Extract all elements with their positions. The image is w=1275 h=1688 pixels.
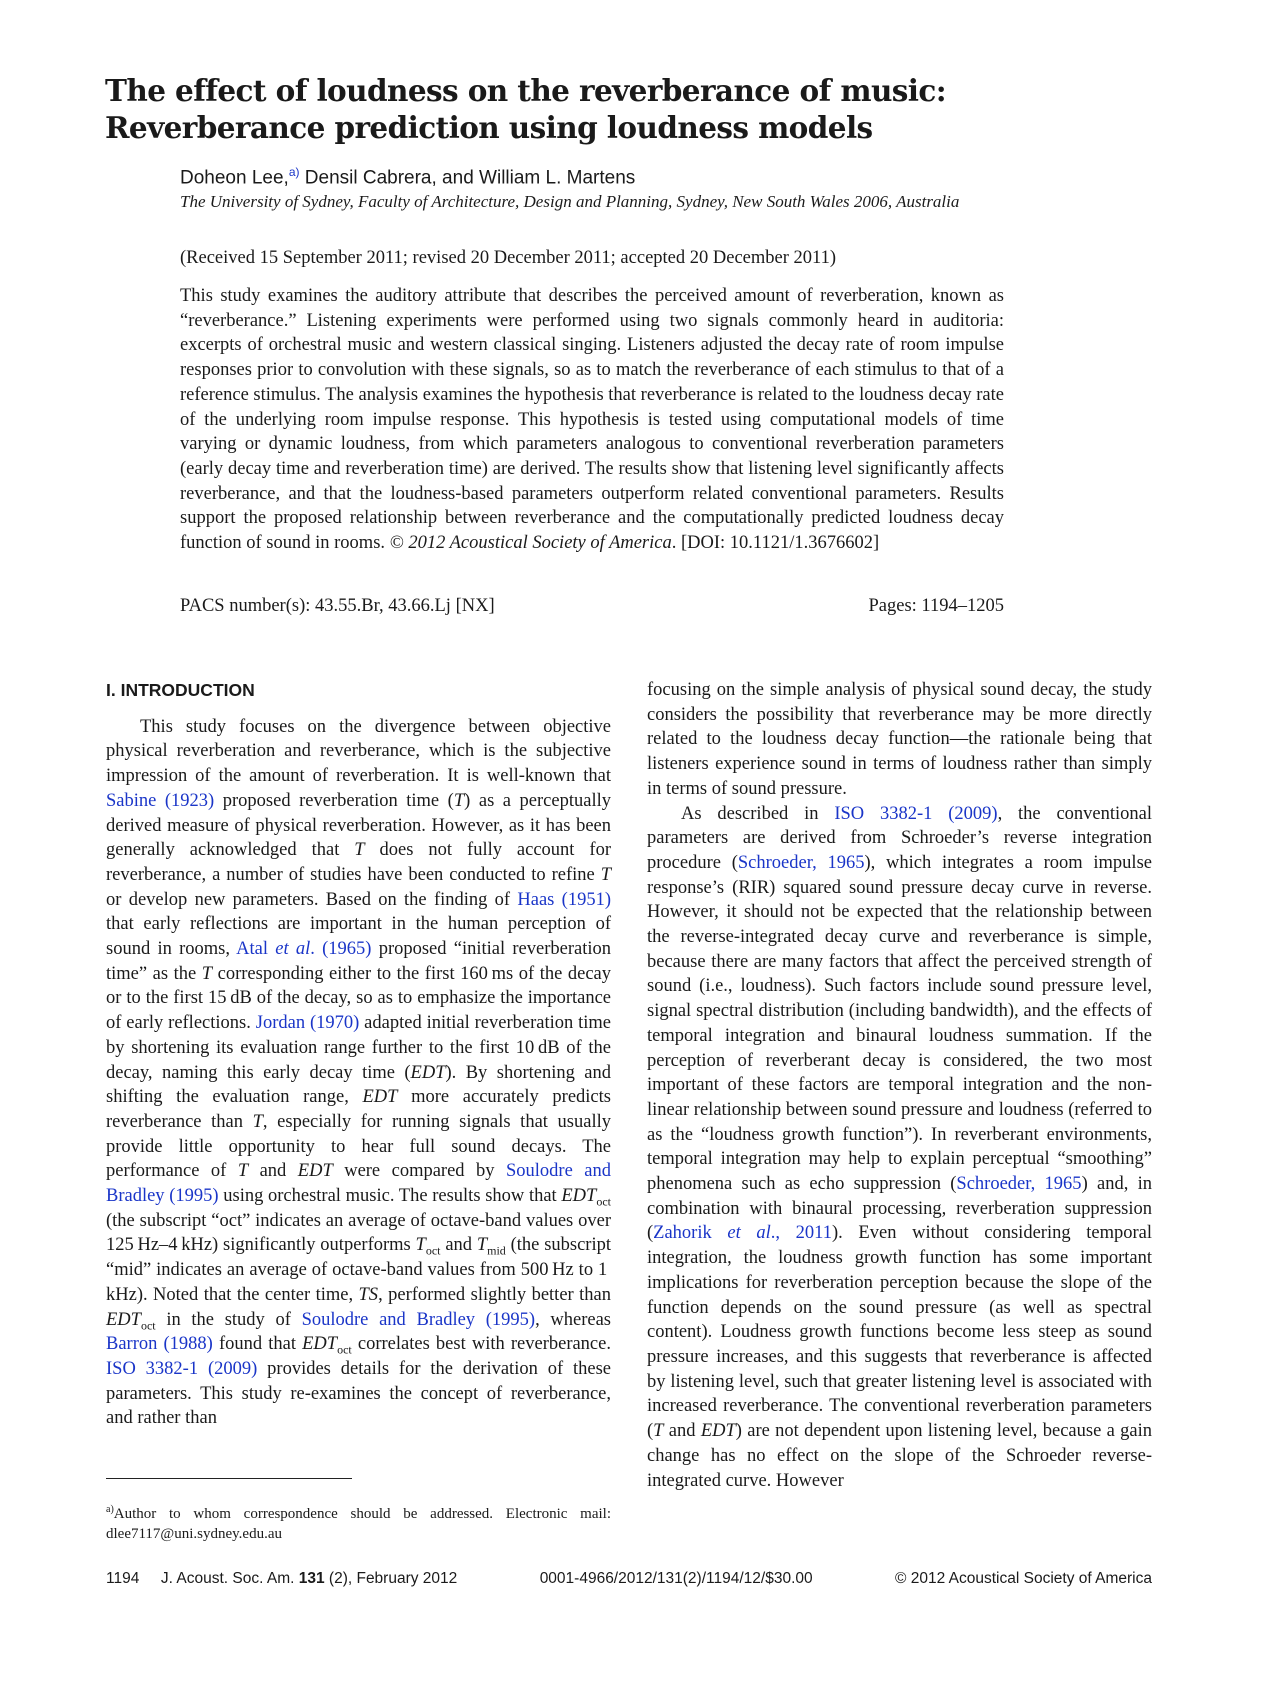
text-run: and [663,1421,701,1442]
text-run: , performed slightly better than [378,1284,611,1305]
citation-link[interactable]: Sabine (1923) [106,790,215,811]
footnote-text: Author to whom correspondence should be addressed. Electronic mail: dlee7117@uni.sydney.edu.au [106,1506,611,1542]
right-paragraphs [647,678,1152,1493]
italic-text: T [252,1111,263,1132]
citation-link[interactable]: ISO 3382-1 (2009) [106,1358,258,1379]
right-column [647,678,1152,1493]
title-line-2: Reverberance prediction using loudness models [105,110,873,145]
text-run: and [440,1235,477,1256]
italic-text: EDT [106,1309,141,1330]
text-run: As described in [681,803,835,824]
text-run: or develop new parameters. Based on the finding of [106,889,518,910]
footnote [106,1500,611,1544]
author-list [180,165,635,189]
subscript: mid [487,1244,506,1259]
text-run: and [248,1161,298,1182]
subscript: oct [337,1342,352,1357]
text-run: focusing on the simple analysis of physical sound decay, the study considers the possibility that reverberance may be more directly related to the loudness decay function—the rationale being that listeners experience sound in terms of loudness rather than simply in terms of sound pressure. [647,680,1152,799]
page-number: 1194 [106,1570,140,1587]
journal-issue: (2), February 2012 [324,1570,458,1587]
footnote-divider [106,1478,352,1479]
journal-name: J. Acoust. Soc. Am. [160,1570,295,1587]
citation-link[interactable]: Soulodre and Bradley (1995) [301,1309,536,1330]
citation-link[interactable]: Jordan (1970) [255,1013,360,1034]
italic-text: T [600,864,611,885]
italic-text: T [354,840,365,861]
italic-text: EDT [297,1161,333,1182]
title-line-1: The effect of loudness on the reverberance of music: [105,73,947,108]
pacs-row [180,596,1004,617]
text-run: . [DOI: 10.1121/1.3676602] [671,533,880,554]
text-run: (the subscript “mid” indicates an average of octave-band values from 500 Hz to 1 kHz). Noted that the center time, [106,1235,611,1305]
citation-link[interactable]: et al [275,939,311,960]
italic-text: T [453,790,465,811]
text-run: that early reflections are important in the human perception of sound in rooms, [106,914,611,960]
text-run: This study examines the auditory attribute that describes the perceived amount of reverberation, known as “reverberance.” Listening experiments were performed using two signals commonly heard in auditoria: excerpts of orchestral music and western classical singing. Listeners adjusted the decay rate of room impulse responses prior to convolution with these signals, so as to match the reverberance of each stimulus to that of a reference stimulus. The analysis examines the hypothesis that reverberance is related to the loudness decay rate of the underlying room impulse response. This hypothesis is tested using computational models of time varying or dynamic loudness, from which parameters analogous to conventional reverberation parameters (early decay time and reverberation time) are derived. The results show that listening level significantly affects reverberance, and that the loudness-based parameters outperform related conventional parameters. Results support the proposed relationship between reverberance and the computationally predicted loudness decay function of sound in rooms. [180,286,1004,554]
text-run: This study focuses on the divergence between objective physical reverberation and reverberance, which is the subjective impression of the amount of reverberation. It is well-known that [106,716,611,787]
text-run: proposed “initial reverberation time” as the [106,939,611,984]
page-range: Pages: 1194–1205 [868,596,1004,616]
text-run: ). By shortening and shifting the evaluation range, [106,1062,611,1108]
subscript: oct [140,1318,156,1333]
italic-text: T [201,963,213,984]
footer-citation [106,1570,457,1588]
left-paragraphs [106,715,611,1431]
article-code: 0001-4966/2012/131(2)/1194/12/$30.00 [539,1570,813,1587]
author-rest: Densil Cabrera, and William L. Martens [299,167,636,189]
text-run: were compared by [332,1161,506,1182]
footer-copyright: © 2012 Acoustical Society of America [895,1570,1152,1587]
italic-text: EDT [700,1421,736,1442]
text-run: proposed reverberation time ( [214,790,454,811]
text-run: (the subscript “oct” indicates an average of octave-band values over 125 Hz–4 kHz) significantly outperforms [106,1210,611,1256]
italic-text: © 2012 Acoustical Society of America [389,533,672,554]
citation-link[interactable]: Schroeder, 1965 [956,1174,1082,1195]
text-run: , the conventional parameters are derived from Schroeder’s reverse integration procedure ( [647,803,1153,873]
subscript: oct [425,1244,441,1259]
received-dates: (Received 15 September 2011; revised 20 December 2011; accepted 20 December 2011) [180,248,836,268]
text-run: ). Even without considering temporal integration, the loudness growth function has some important implications for reverberation perception because the slope of the function depends on the sound pressure (as well as spectral content). Loudness growth functions become less steep as sound pressure increases, and this suggests that reverberance is affected by listening level, such that greater listening level is associated with increased reverberance. The conventional reverberation parameters ( [647,1223,1152,1442]
text-run: correlates best with reverberance. [351,1334,611,1355]
italic-text: EDT [561,1186,597,1207]
page-footer [106,1570,1152,1588]
citation-link[interactable]: Zahorik [653,1223,728,1244]
citation-link[interactable]: Soulodre and Bradley (1995) [106,1161,611,1207]
italic-text: EDT [362,1087,398,1108]
text-run: ) as a perceptually derived measure of physical reverberation. However, as it has been generally acknowledged that [106,790,611,861]
text-run: found that [212,1334,303,1355]
text-run: using orchestral music. The results show that [218,1186,562,1207]
author-first: Doheon Lee, [180,167,289,189]
italic-text: T [476,1235,488,1256]
text-run: ) and, in combination with binaural processing, reverberation suppression ( [647,1174,1152,1244]
text-run: , whereas [535,1309,611,1330]
footnote-marker: a) [106,1504,114,1515]
footnote-marker-link[interactable]: a) [288,165,300,179]
paragraph [647,678,1152,802]
italic-text: T [653,1421,664,1442]
text-run: provides details for the derivation of these parameters. This study re-examines the concept of reverberance, and rather than [106,1358,611,1429]
italic-text: T [415,1235,426,1256]
citation-link[interactable]: ISO 3382-1 (2009) [834,803,998,824]
text-run: ), which integrates a room impulse response’s (RIR) squared sound pressure decay curve in reverse. However, it should not be expected that the relationship between the reverse-integrated decay curve and reverberance is simple, because there are many factors that affect the perceived strength of sound (i.e., loudness). Such factors include sound pressure level, signal spectral distribution (including bandwidth), and the effects of temporal integration and binaural loudness summation. If the perception of reverberant decay is considered, the two most important of these factors are temporal integration and the non-linear relationship between sound pressure and loudness (referred to as the “loudness growth function”). In reverberant environments, temporal integration may help to explain perceptual “smoothing” phenomena such as echo suppression ( [647,852,1152,1195]
text-run: in the study of [155,1309,302,1330]
paragraph [647,802,1152,1494]
left-column [106,678,611,1431]
affiliation: The University of Sydney, Faculty of Architecture, Design and Planning, Sydney, New South Wales 2006, Australia [180,192,960,211]
italic-text: TS [358,1284,379,1305]
text-run: ) are not dependent upon listening level, because a gain change has no effect on the slope of the Schroeder reverse-integrated curve. However [647,1421,1152,1491]
subscript: oct [596,1194,611,1209]
text-run: , especially for running signals that usually provide little opportunity to hear full sound decays. The performance of [106,1111,611,1182]
section-heading: I. INTRODUCTION [106,680,255,700]
journal-volume: 131 [298,1570,325,1587]
text-run: more accurately predicts reverberance than [106,1087,611,1132]
citation-link[interactable]: Haas (1951) [517,889,611,910]
paper-title [105,72,1105,146]
italic-text: T [237,1161,249,1182]
citation-link[interactable]: Atal [236,939,276,960]
citation-link[interactable]: ., 2011 [770,1223,832,1244]
italic-text: EDT [302,1334,338,1355]
paragraph [106,715,611,1431]
text-run: adapted initial reverberation time by shortening its evaluation range further to the first 10 dB of the decay, naming this early decay time ( [106,1013,611,1083]
text-run: corresponding either to the first 160 ms of the decay or to the first 15 dB of the decay, so as to emphasize the importance of early reflections. [106,963,611,1034]
citation-link[interactable]: Schroeder, 1965 [737,852,865,873]
citation-link[interactable]: Barron (1988) [106,1334,213,1355]
citation-link[interactable]: . (1965) [310,939,372,960]
abstract [180,284,1004,556]
pacs-numbers: PACS number(s): 43.55.Br, 43.66.Lj [NX] [180,596,495,616]
citation-link[interactable]: et al [727,1223,771,1244]
italic-text: EDT [410,1062,446,1083]
text-run: does not fully account for reverberance, a number of studies have been conducted to refine [106,840,611,885]
